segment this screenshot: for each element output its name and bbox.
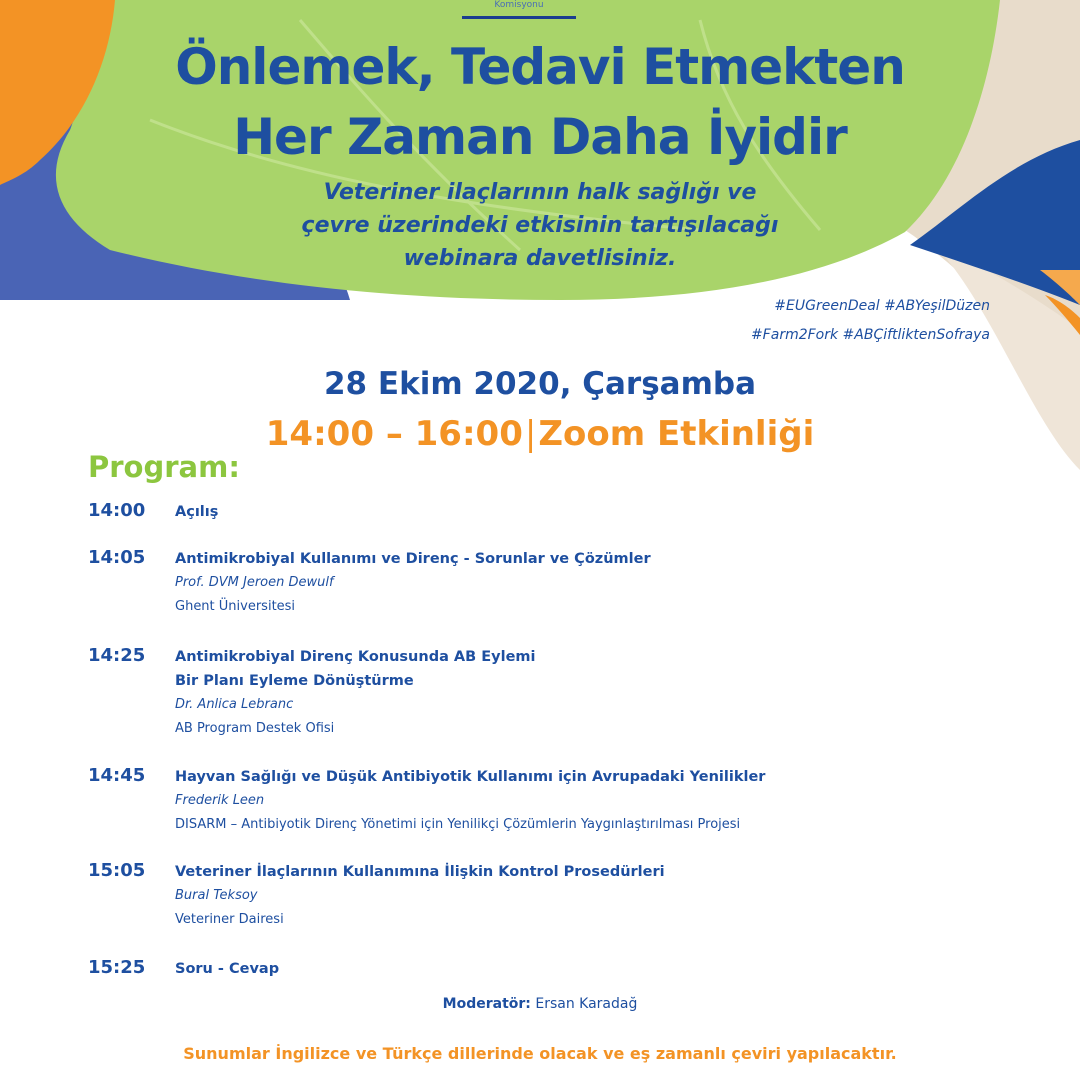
subtitle-line: çevre üzerindeki etkisinin tartışılacağı [301,213,779,238]
moderator-label: Moderatör: [442,996,531,1012]
program-body [175,547,895,619]
main-title-line-2: Her Zaman Daha İyidir [233,108,847,166]
event-date: 28 Ekim 2020, Çarşamba [323,366,757,402]
program-title: Antimikrobiyal Kullanımı ve Direnç - Sorunlar ve Çözümler [175,551,651,567]
moderator-name: Ersan Karadağ [535,996,638,1012]
program-body [175,500,895,524]
main-title-line-1: Önlemek, Tedavi Etmekten [175,38,905,96]
program-speaker: Frederik Leen [175,793,265,808]
program-title: Açılış [175,504,219,520]
hashtag-line: #EUGreenDeal #ABYeşilDüzen [774,298,990,314]
program-body [175,957,895,981]
program-organization: DISARM – Antibiyotik Direnç Yönetimi için Yenilikçi Çözümlerin Yaygınlaştırılması Projesi [175,817,741,832]
program-time: 14:05 [88,547,146,568]
hashtags [751,292,990,350]
program-speaker: Dr. Anlica Lebranc [175,697,294,712]
program-body [175,645,895,741]
moderator [0,996,1080,1012]
event-platform: Zoom Etkinliği [538,414,815,454]
subtitle-line: Veteriner ilaçlarının halk sağlığı ve [323,180,757,205]
program-time: 15:25 [88,957,146,978]
translation-note: Sunumlar İngilizce ve Türkçe dillerinde olacak ve eş zamanlı çeviri yapılacaktır. [183,1044,897,1063]
program-body [175,860,895,932]
hashtag-line: #Farm2Fork #ABÇiftliktenSofraya [750,327,990,343]
program-time: 14:00 [88,500,146,521]
top-tab-text: Komisyonu [494,0,544,10]
event-time: 14:00 – 16:00 [265,414,523,454]
time-separator: | [524,414,537,454]
program-title: Veteriner İlaçlarının Kullanımına İlişkin Kontrol Prosedürleri [175,864,665,880]
program-organization: Veteriner Dairesi [175,912,284,927]
event-time-platform [0,414,1080,454]
program-body [175,765,895,837]
program-title: Bir Planı Eyleme Dönüştürme [175,673,414,689]
program-title: Hayvan Sağlığı ve Düşük Antibiyotik Kullanımı için Avrupadaki Yenilikler [175,769,766,785]
program-title: Antimikrobiyal Direnç Konusunda AB Eylemi [175,649,536,665]
program-time: 14:25 [88,645,146,666]
top-tab [462,0,576,19]
program-speaker: Bural Teksoy [175,888,258,903]
program-heading: Program: [88,450,240,484]
subtitle [0,176,1080,275]
program-organization: Ghent Üniversitesi [175,599,296,614]
program-organization: AB Program Destek Ofisi [175,721,335,736]
program-title: Soru - Cevap [175,961,280,977]
program-time: 14:45 [88,765,146,786]
subtitle-line: webinara davetlisiniz. [403,246,677,271]
program-time: 15:05 [88,860,146,881]
program-speaker: Prof. DVM Jeroen Dewulf [175,575,334,590]
